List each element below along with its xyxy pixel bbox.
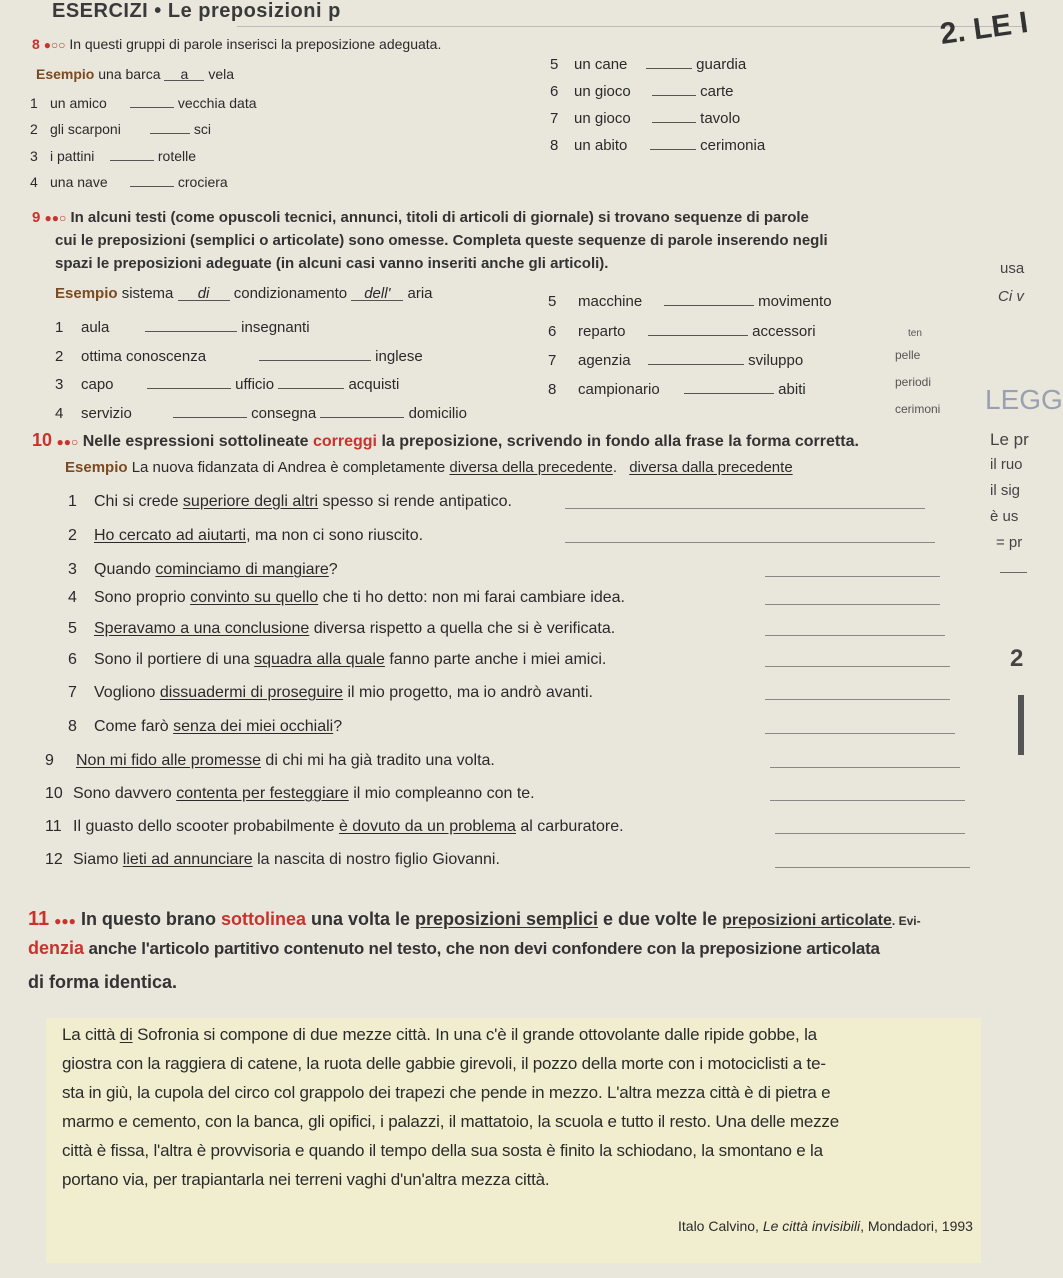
exercise-number: 10 <box>32 430 53 450</box>
passage-line: sta in giù, la cupola del circo col grappolo dei trapezi che pende in mezzo. L'altra mezza città è di pietra e <box>62 1083 831 1102</box>
answer-blank[interactable] <box>320 402 404 418</box>
peek-word: ten <box>908 328 922 339</box>
exercise-10-example: Esempio La nuova fidanzata di Andrea è completamente diversa della precedente. diversa dalla precedente <box>65 459 793 476</box>
list-item: 6 reparto accessori <box>548 320 816 340</box>
answer-line[interactable] <box>565 508 925 509</box>
sentence-item: 5 Speravamo a una conclusione diversa rispetto a quella che si è verificata. <box>68 620 616 637</box>
list-item: 4 servizio consegna domicilio <box>55 402 467 422</box>
list-item: 6 un gioco carte <box>550 80 734 100</box>
list-item: 1 un amico vecchia data <box>30 95 257 111</box>
answer-blank[interactable] <box>684 378 774 394</box>
difficulty-dots: ●●○ <box>56 435 79 449</box>
sentence-item: 3 Quando cominciamo di mangiare? <box>68 561 338 578</box>
list-item: 3 capo ufficio acquisti <box>55 373 399 393</box>
difficulty-dots: ●●● <box>54 914 76 928</box>
page-title: ESERCIZI • Le preposizioni p <box>52 0 341 22</box>
passage-source: Italo Calvino, Le città invisibili, Mondadori, 1993 <box>678 1218 973 1234</box>
passage-line: giostra con la raggiera di catene, la ruota delle gabbie girevoli, il pozzo della morte con i motociclisti a te- <box>62 1054 826 1073</box>
list-item: 5 un cane guardia <box>550 53 746 73</box>
answer-blank[interactable] <box>130 93 174 108</box>
exercise-9-example: Esempio sistema di condizionamento dell' aria <box>55 285 433 302</box>
sentence-item: 9 Non mi fido alle promesse di chi mi ha già tradito una volta. <box>45 752 495 769</box>
passage-line: marmo e cemento, con la banca, gli opifici, i palazzi, il mattatoio, la scuola e tutto il resto. Una delle mezze <box>62 1112 839 1131</box>
side-bar <box>1018 695 1024 755</box>
exercise-9-instruction: 9 ●●○ In alcuni testi (come opuscoli tecnici, annunci, titoli di articoli di giornale) si trovano sequenze di parole <box>32 209 809 226</box>
list-item: 2 gli scarponi sci <box>30 121 212 137</box>
answer-line[interactable] <box>765 604 940 605</box>
passage-line: La città di Sofronia si compone di due mezze città. In una c'è il grande ottovolante dalle ripide gobbe, la <box>62 1025 817 1044</box>
answer-blank[interactable] <box>259 345 371 361</box>
answer-line[interactable] <box>765 666 950 667</box>
difficulty-dots: ●●○ <box>44 211 67 225</box>
list-item: 4 una nave crociera <box>30 174 228 190</box>
answer-blank[interactable] <box>130 172 174 187</box>
sentence-item: 6 Sono il portiere di una squadra alla quale fanno parte anche i miei amici. <box>68 651 607 668</box>
sentence-item: 4 Sono proprio convinto su quello che ti ho detto: non mi farai cambiare idea. <box>68 589 625 606</box>
side-note: Ci v <box>998 288 1024 305</box>
sentence-item: 2 Ho cercato ad aiutarti, ma non ci sono riuscito. <box>68 527 424 544</box>
exercise-11-instruction-2: denzia anche l'articolo partitivo contenuto nel testo, che non devi confondere con la preposizione articolata <box>28 938 880 958</box>
answer-line[interactable] <box>775 867 970 868</box>
list-item: 8 un abito cerimonia <box>550 134 765 154</box>
list-item: 3 i pattini rotelle <box>30 148 197 164</box>
list-item: 2 ottima conoscenza inglese <box>55 345 423 365</box>
answer-line[interactable] <box>770 767 960 768</box>
answer-line[interactable] <box>765 733 955 734</box>
side-note: Le pr <box>990 430 1029 449</box>
list-item: 7 agenzia sviluppo <box>548 349 803 369</box>
exercise-number: 9 <box>32 209 41 226</box>
list-item: 8 campionario abiti <box>548 378 806 398</box>
answer-blank[interactable] <box>646 53 692 69</box>
answer-blank[interactable] <box>650 134 696 150</box>
answer-blank[interactable] <box>278 373 344 389</box>
list-item: 7 un gioco tavolo <box>550 107 740 127</box>
answer-line[interactable] <box>775 833 965 834</box>
sentence-item: 10 Sono davvero contenta per festeggiare il mio compleanno con te. <box>45 785 535 802</box>
peek-word: periodi <box>895 375 932 389</box>
answer-blank[interactable] <box>145 316 237 332</box>
side-note: = pr <box>996 534 1023 551</box>
exercise-number: 8 <box>32 36 40 52</box>
peek-word: pelle <box>895 348 921 362</box>
answer-line[interactable] <box>770 800 965 801</box>
answer-line[interactable] <box>765 635 945 636</box>
example-answer: di <box>178 285 230 301</box>
passage-line: città è fissa, l'altra è provvisoria e quando il tempo della sua sosta è finito la schiodano, la smontano e la <box>62 1141 823 1160</box>
sentence-item: 7 Vogliono dissuadermi di proseguire il mio progetto, ma io andrò avanti. <box>68 684 593 701</box>
answer-blank[interactable] <box>648 349 744 365</box>
example-answer: dell' <box>351 285 403 301</box>
side-number: 2 <box>1010 645 1024 672</box>
exercise-10-instruction: 10 ●●○ Nelle espressioni sottolineate correggi la preposizione, scrivendo in fondo alla frase la forma corretta. <box>32 430 859 450</box>
answer-blank[interactable] <box>110 146 154 161</box>
answer-blank[interactable] <box>652 80 696 96</box>
answer-blank[interactable] <box>648 320 748 336</box>
sentence-item: 1 Chi si crede superiore degli altri spesso si rende antipatico. <box>68 493 512 510</box>
sentence-item: 8 Come farò senza dei miei occhiali? <box>68 718 343 735</box>
answer-blank[interactable] <box>652 107 696 123</box>
example-answer: diversa dalla precedente <box>629 459 793 476</box>
answer-line[interactable] <box>765 576 940 577</box>
exercise-8-example: Esempio una barca a vela <box>36 66 234 82</box>
side-note: il sig <box>990 482 1021 499</box>
answer-blank[interactable] <box>150 119 190 134</box>
side-heading: LEGG <box>985 384 1063 415</box>
exercise-8-instruction: 8 ●○○ In questi gruppi di parole inserisci la preposizione adeguata. <box>32 36 442 52</box>
side-note: usa <box>1000 260 1025 277</box>
side-rule <box>1000 572 1027 573</box>
side-note: il ruo <box>990 456 1023 473</box>
list-item: 5 macchine movimento <box>548 290 832 310</box>
list-item: 1 aula insegnanti <box>55 316 310 336</box>
exercise-number: 11 <box>28 908 50 930</box>
answer-blank[interactable] <box>664 290 754 306</box>
exercise-11-instruction-3: di forma identica. <box>28 972 178 992</box>
answer-blank[interactable] <box>173 402 247 418</box>
difficulty-dots: ●○○ <box>43 38 66 52</box>
side-note: è us <box>990 508 1019 525</box>
exercise-9-instruction-3: spazi le preposizioni adeguate (in alcuni casi vanno inseriti anche gli articoli). <box>55 255 609 272</box>
reading-passage <box>62 1020 962 1194</box>
exercise-9-instruction-2: cui le preposizioni (semplici o articolate) sono omesse. Completa queste sequenze di parole inserendo negli <box>55 232 828 249</box>
header-rule <box>237 26 1027 27</box>
sentence-item: 12 Siamo lieti ad annunciare la nascita di nostro figlio Giovanni. <box>45 851 500 868</box>
sentence-item: 11 Il guasto dello scooter probabilmente è dovuto da un problema al carburatore. <box>45 818 624 835</box>
answer-blank[interactable] <box>147 373 231 389</box>
peek-word: cerimoni <box>895 402 941 416</box>
side-chapter-label: 2. LE I <box>938 6 1031 51</box>
answer-line[interactable] <box>765 699 950 700</box>
passage-line: portano via, per trapiantarla nei terreni vaghi d'un'altra mezza città. <box>62 1170 550 1189</box>
exercise-11-instruction: 11 ●●● In questo brano sottolinea una volta le preposizioni semplici e due volte le preposizioni articolate. Evi- <box>28 908 921 930</box>
answer-line[interactable] <box>565 542 935 543</box>
example-answer: a <box>164 66 204 81</box>
